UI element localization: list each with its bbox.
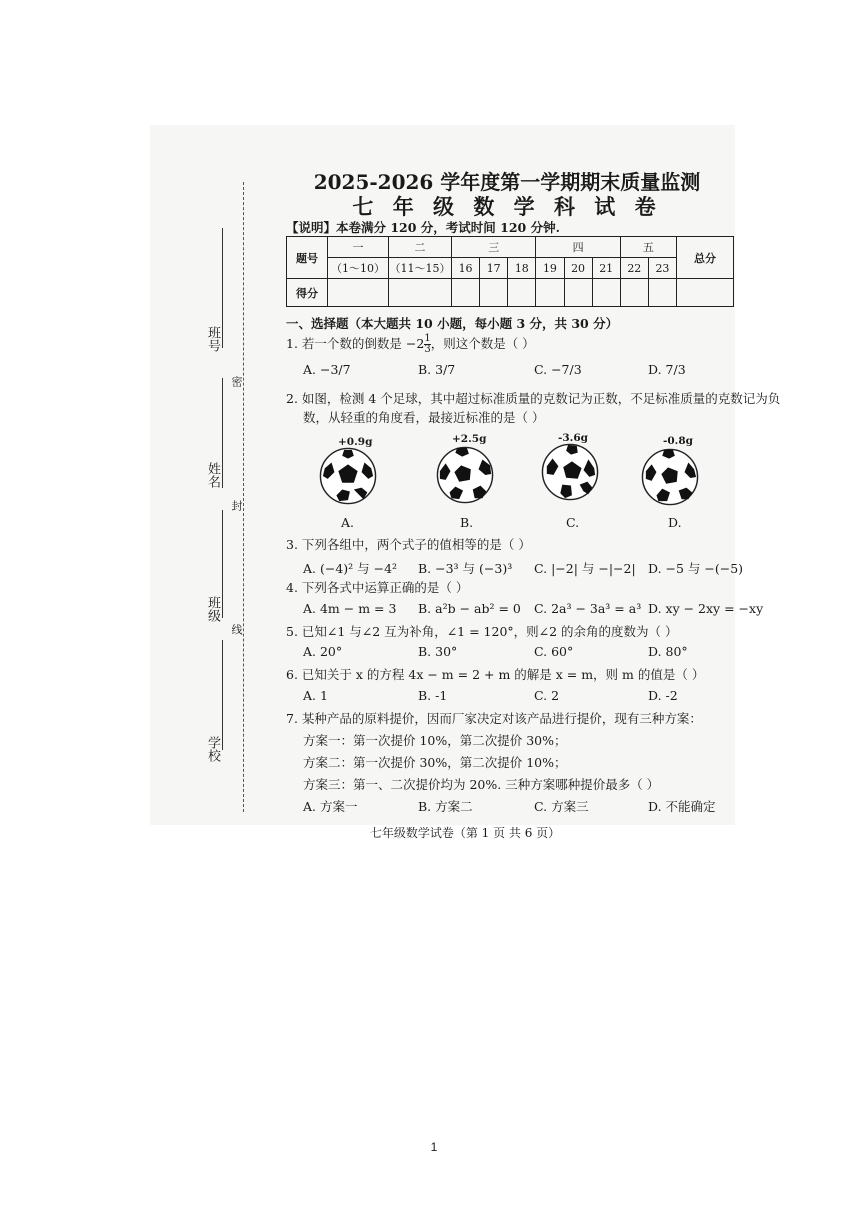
exam-title: 2025-2026 学年度第一学期期末质量监测 <box>313 170 701 194</box>
score-cell <box>677 279 734 307</box>
ball-d-weight: -0.8g <box>663 435 693 447</box>
group-cell-3: 三 <box>452 237 536 258</box>
q7-stem: 7. 某种产品的原料提价，因而厂家决定对该产品进行提价，现有三种方案： <box>286 711 702 726</box>
q5-stem: 5. 已知∠1 与∠2 互为补角，∠1 = 120°，则∠2 的余角的度数为（ ） <box>286 624 678 639</box>
soccer-ball-icon <box>319 447 377 505</box>
q4-option-c: C. 2a³ − 3a³ = a³ <box>534 601 642 616</box>
q3-option-a: A. (−4)² 与 −4² <box>303 561 398 576</box>
score-cell <box>508 279 536 307</box>
soccer-ball-icon <box>541 443 599 501</box>
q5-option-c: C. 60° <box>534 644 574 659</box>
q5-option-a: A. 20° <box>303 644 343 659</box>
num-cell: 23 <box>648 258 676 279</box>
score-table-group-row <box>287 237 734 258</box>
score-label-cell: 得分 <box>287 279 328 307</box>
range-cell-1: （1～10） <box>328 258 389 279</box>
num-cell: 17 <box>480 258 508 279</box>
school-underline <box>222 640 223 750</box>
range-cell-2: （11～15） <box>389 258 452 279</box>
q2-label-d: D. <box>668 515 682 530</box>
num-cell: 21 <box>592 258 620 279</box>
q2-stem-line1: 2. 如图，检测 4 个足球，其中超过标准质量的克数记为正数，不足标准质量的克数记为负 <box>286 391 781 406</box>
class-no-underline <box>222 228 223 348</box>
q3-option-c: C. |−2| 与 −|−2| <box>534 561 636 576</box>
q7-option-a: A. 方案一 <box>303 799 358 814</box>
grade-label: 班级 <box>205 596 220 622</box>
q7-plan-2: 方案二：第一次提价 30%，第二次提价 10%； <box>303 755 567 770</box>
q5-option-b: B. 30° <box>418 644 458 659</box>
q1-option-c: C. −7/3 <box>534 362 582 377</box>
q1-stem-start: 1. 若一个数的倒数是 −2 <box>286 336 425 351</box>
q6-option-d: D. -2 <box>648 688 678 703</box>
group-cell-2: 二 <box>389 237 452 258</box>
score-table-number-row <box>287 258 734 279</box>
total-cell: 总分 <box>677 237 734 279</box>
score-cell <box>452 279 480 307</box>
q3-option-d: D. −5 与 −(−5) <box>648 561 744 576</box>
score-cell <box>480 279 508 307</box>
group-cell-1: 一 <box>328 237 389 258</box>
q3-option-b: B. −3³ 与 (−3)³ <box>418 561 513 576</box>
soccer-ball-icon <box>436 446 494 504</box>
num-cell: 19 <box>536 258 564 279</box>
score-cell <box>536 279 564 307</box>
name-label: 姓名 <box>205 462 220 488</box>
q4-stem: 4. 下列各式中运算正确的是（ ） <box>286 580 469 595</box>
score-cell <box>389 279 452 307</box>
score-cell <box>620 279 648 307</box>
exam-subtitle: 七 年 级 数 学 科 试 卷 <box>352 194 662 219</box>
name-underline <box>222 378 223 488</box>
num-cell: 22 <box>620 258 648 279</box>
score-cell <box>328 279 389 307</box>
q6-option-b: B. -1 <box>418 688 448 703</box>
q4-option-d: D. xy − 2xy = −xy <box>648 601 764 616</box>
row-header-cell: 题号 <box>287 237 328 279</box>
q1-stem-end: ，则这个数是（ ） <box>430 336 535 351</box>
q1-option-b: B. 3/7 <box>418 362 456 377</box>
q7-option-c: C. 方案三 <box>534 799 589 814</box>
q1-stem <box>286 334 535 355</box>
q7-plan-3: 方案三：第一、二次提价均为 20%. 三种方案哪种提价最多（ ） <box>303 777 660 792</box>
soccer-ball-icon <box>641 448 699 506</box>
score-cell <box>564 279 592 307</box>
seal-feng: 封 <box>230 500 243 511</box>
q1-fraction: $\frac{1}{3}$ <box>424 333 431 355</box>
score-table <box>286 236 734 307</box>
score-cell <box>648 279 676 307</box>
q2-stem-line2: 数，从轻重的角度看，最接近标准的是（ ） <box>303 410 545 425</box>
seal-xian: 线 <box>230 624 243 635</box>
class-no-label: 班号 <box>205 326 220 352</box>
num-cell: 16 <box>452 258 480 279</box>
q1-option-d: D. 7/3 <box>648 362 686 377</box>
exam-note: 【说明】本卷满分 120 分，考试时间 120 分钟. <box>286 220 560 235</box>
q4-option-b: B. a²b − ab² = 0 <box>418 601 521 616</box>
ball-c-weight: -3.6g <box>558 432 588 444</box>
q6-option-c: C. 2 <box>534 688 560 703</box>
q1-option-a: A. −3/7 <box>303 362 351 377</box>
q5-option-d: D. 80° <box>648 644 688 659</box>
num-cell: 20 <box>564 258 592 279</box>
q3-stem: 3. 下列各组中，两个式子的值相等的是（ ） <box>286 537 531 552</box>
page-number: 1 <box>430 1140 438 1154</box>
school-label: 学校 <box>205 736 220 762</box>
q4-option-a: A. 4m − m = 3 <box>303 601 397 616</box>
page-footer: 七年级数学试卷（第 1 页 共 6 页） <box>369 826 561 840</box>
ball-b-weight: +2.5g <box>452 433 487 445</box>
q6-option-a: A. 1 <box>303 688 328 703</box>
q7-plan-1: 方案一：第一次提价 10%，第二次提价 30%； <box>303 733 567 748</box>
seal-mi: 密 <box>230 376 243 387</box>
q6-stem: 6. 已知关于 x 的方程 4x − m = 2 + m 的解是 x = m，则 m 的值是（ ） <box>286 667 705 682</box>
binding-fold-line <box>243 182 244 812</box>
ball-a-weight: +0.9g <box>338 436 373 448</box>
q2-label-b: B. <box>460 515 474 530</box>
score-cell <box>592 279 620 307</box>
score-table-score-row <box>287 279 734 307</box>
grade-underline <box>222 510 223 618</box>
q7-option-d: D. 不能确定 <box>648 799 716 814</box>
q2-label-a: A. <box>341 515 355 530</box>
group-cell-5: 五 <box>620 237 676 258</box>
section-1-heading: 一、选择题（本大题共 10 小题，每小题 3 分，共 30 分） <box>286 316 619 331</box>
q2-label-c: C. <box>566 515 580 530</box>
q7-option-b: B. 方案二 <box>418 799 473 814</box>
num-cell: 18 <box>508 258 536 279</box>
group-cell-4: 四 <box>536 237 620 258</box>
